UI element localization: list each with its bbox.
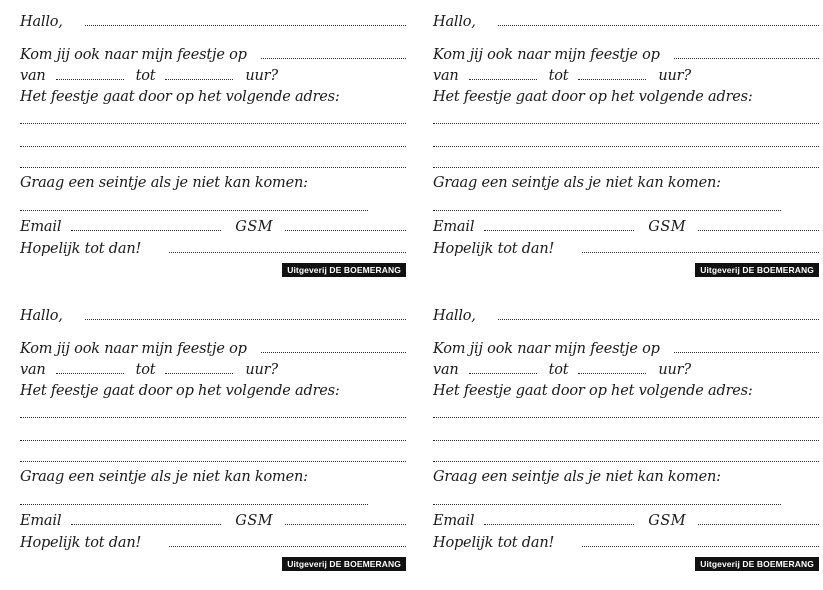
publisher-prefix: Uitgeverij [287, 559, 330, 569]
address-heading-row [433, 379, 819, 399]
closing-row [433, 237, 819, 257]
email-field[interactable] [484, 524, 634, 525]
from-time-field[interactable] [469, 373, 537, 374]
gsm-field[interactable] [698, 230, 819, 231]
address-line-3 [433, 152, 819, 172]
from-time-field[interactable] [56, 79, 124, 80]
address-label: Het feestje gaat door op het volgende adres: [20, 89, 340, 105]
party-date-field[interactable] [261, 58, 406, 59]
closing-label: Hopelijk tot dan! [20, 535, 142, 551]
party-date-field[interactable] [261, 352, 406, 353]
address-line-2 [20, 131, 406, 151]
publisher-name: DE BOEMERANG [742, 559, 814, 569]
invitation-card-top-left [20, 4, 410, 279]
address-line-1 [433, 402, 819, 422]
contact-row [20, 215, 406, 235]
party-question-label: Kom jij ook naar mijn feestje op [20, 341, 247, 357]
email-field[interactable] [71, 230, 221, 231]
email-label: Email [20, 513, 62, 529]
address-label: Het feestje gaat door op het volgende adres: [20, 383, 340, 399]
name-field[interactable] [498, 25, 819, 26]
address-field-3[interactable] [20, 167, 406, 168]
address-field-3[interactable] [433, 167, 819, 168]
gsm-field[interactable] [285, 524, 406, 525]
hello-row [20, 10, 406, 30]
closing-label: Hopelijk tot dan! [20, 241, 142, 257]
closing-row [20, 237, 406, 257]
hour-label: uur? [658, 68, 691, 84]
signature-field[interactable] [169, 546, 406, 547]
gsm-field[interactable] [698, 524, 819, 525]
invitation-card-top-right [433, 4, 823, 279]
publisher-name: DE BOEMERANG [329, 265, 401, 275]
publisher-badge [282, 263, 406, 277]
address-heading-row [20, 85, 406, 105]
gsm-label: GSM [648, 219, 687, 235]
email-label: Email [433, 219, 475, 235]
closing-row [433, 531, 819, 551]
address-field-3[interactable] [20, 461, 406, 462]
to-time-field[interactable] [165, 79, 233, 80]
hello-row [20, 304, 406, 324]
invitation-card-bottom-left [20, 298, 410, 573]
notice-row [433, 171, 819, 191]
address-line-2 [20, 425, 406, 445]
address-field-2[interactable] [20, 440, 406, 441]
from-time-field[interactable] [469, 79, 537, 80]
hello-label: Hallo, [433, 308, 476, 324]
hello-row [433, 304, 819, 324]
address-heading-row [433, 85, 819, 105]
hello-label: Hallo, [433, 14, 476, 30]
closing-row [20, 531, 406, 551]
name-field[interactable] [85, 319, 406, 320]
publisher-prefix: Uitgeverij [287, 265, 330, 275]
party-date-row [433, 337, 819, 357]
notice-line [433, 489, 781, 509]
email-field[interactable] [71, 524, 221, 525]
to-label: tot [548, 362, 569, 378]
to-label: tot [135, 362, 156, 378]
contact-row [433, 215, 819, 235]
notice-field[interactable] [433, 504, 781, 505]
from-label: van [20, 68, 46, 84]
party-time-row [20, 64, 278, 84]
publisher-name: DE BOEMERANG [742, 265, 814, 275]
party-date-field[interactable] [674, 352, 819, 353]
notice-line [20, 489, 368, 509]
address-field-2[interactable] [433, 440, 819, 441]
publisher-badge [695, 263, 819, 277]
hello-label: Hallo, [20, 308, 63, 324]
hour-label: uur? [245, 362, 278, 378]
from-time-field[interactable] [56, 373, 124, 374]
address-line-3 [433, 446, 819, 466]
notice-label: Graag een seintje als je niet kan komen: [20, 175, 308, 191]
from-label: van [20, 362, 46, 378]
party-question-label: Kom jij ook naar mijn feestje op [433, 47, 660, 63]
party-date-row [20, 337, 406, 357]
notice-label: Graag een seintje als je niet kan komen: [433, 469, 721, 485]
notice-line [20, 195, 368, 215]
address-label: Het feestje gaat door op het volgende adres: [433, 383, 753, 399]
party-time-row [433, 64, 691, 84]
address-field-2[interactable] [20, 146, 406, 147]
notice-row [20, 465, 406, 485]
address-field-1[interactable] [20, 123, 406, 124]
party-time-row [20, 358, 278, 378]
from-label: van [433, 362, 459, 378]
hello-label: Hallo, [20, 14, 63, 30]
party-question-label: Kom jij ook naar mijn feestje op [20, 47, 247, 63]
publisher-name: DE BOEMERANG [329, 559, 401, 569]
address-field-1[interactable] [433, 417, 819, 418]
name-field[interactable] [498, 319, 819, 320]
address-line-3 [20, 152, 406, 172]
notice-field[interactable] [20, 504, 368, 505]
address-field-2[interactable] [433, 146, 819, 147]
notice-field[interactable] [20, 210, 368, 211]
email-label: Email [433, 513, 475, 529]
email-label: Email [20, 219, 62, 235]
address-line-1 [433, 108, 819, 128]
name-field[interactable] [85, 25, 406, 26]
to-time-field[interactable] [165, 373, 233, 374]
publisher-badge [695, 557, 819, 571]
notice-label: Graag een seintje als je niet kan komen: [433, 175, 721, 191]
hello-row [433, 10, 819, 30]
email-field[interactable] [484, 230, 634, 231]
signature-field[interactable] [582, 252, 819, 253]
address-line-1 [20, 108, 406, 128]
notice-field[interactable] [433, 210, 781, 211]
gsm-field[interactable] [285, 230, 406, 231]
hour-label: uur? [245, 68, 278, 84]
publisher-prefix: Uitgeverij [700, 559, 743, 569]
signature-field[interactable] [169, 252, 406, 253]
address-line-2 [433, 131, 819, 151]
publisher-prefix: Uitgeverij [700, 265, 743, 275]
hour-label: uur? [658, 362, 691, 378]
gsm-label: GSM [648, 513, 687, 529]
party-time-row [433, 358, 691, 378]
contact-row [433, 509, 819, 529]
party-date-row [20, 43, 406, 63]
invitation-card-bottom-right [433, 298, 823, 573]
notice-row [20, 171, 406, 191]
closing-label: Hopelijk tot dan! [433, 535, 555, 551]
notice-row [433, 465, 819, 485]
party-question-label: Kom jij ook naar mijn feestje op [433, 341, 660, 357]
address-line-3 [20, 446, 406, 466]
publisher-badge [282, 557, 406, 571]
closing-label: Hopelijk tot dan! [433, 241, 555, 257]
to-label: tot [135, 68, 156, 84]
contact-row [20, 509, 406, 529]
address-heading-row [20, 379, 406, 399]
to-time-field[interactable] [578, 373, 646, 374]
to-time-field[interactable] [578, 79, 646, 80]
notice-label: Graag een seintje als je niet kan komen: [20, 469, 308, 485]
address-label: Het feestje gaat door op het volgende adres: [433, 89, 753, 105]
party-date-row [433, 43, 819, 63]
from-label: van [433, 68, 459, 84]
party-date-field[interactable] [674, 58, 819, 59]
address-field-1[interactable] [433, 123, 819, 124]
address-field-1[interactable] [20, 417, 406, 418]
notice-line [433, 195, 781, 215]
address-line-1 [20, 402, 406, 422]
signature-field[interactable] [582, 546, 819, 547]
gsm-label: GSM [235, 513, 274, 529]
address-field-3[interactable] [433, 461, 819, 462]
gsm-label: GSM [235, 219, 274, 235]
to-label: tot [548, 68, 569, 84]
address-line-2 [433, 425, 819, 445]
